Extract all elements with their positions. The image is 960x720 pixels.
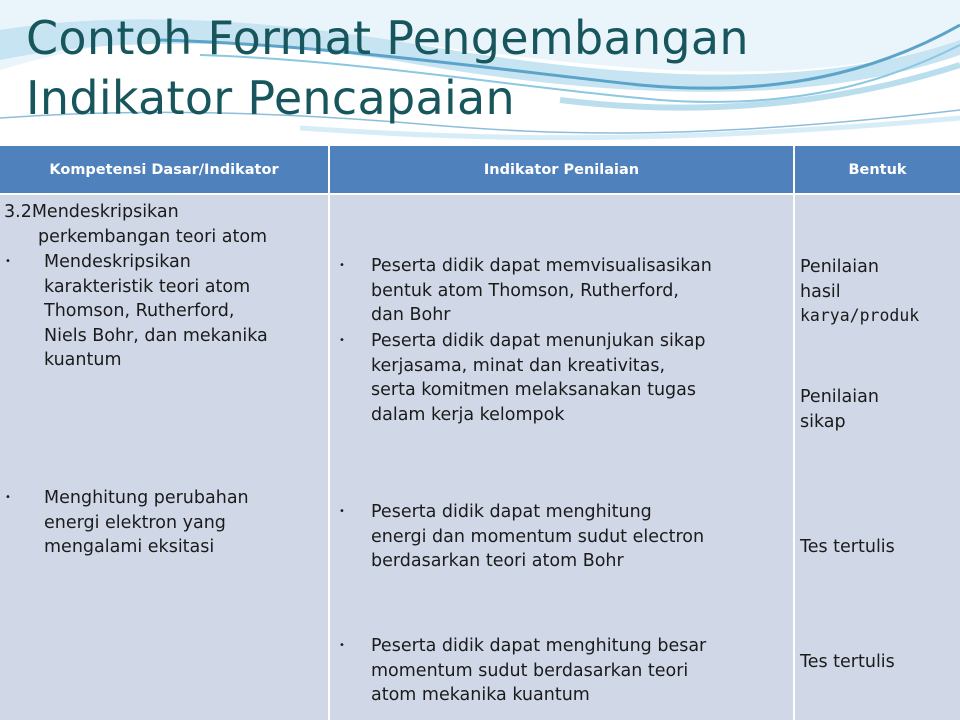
header-bentuk: Bentuk xyxy=(795,146,960,193)
slide-title xyxy=(26,8,926,128)
bullet-icon: • xyxy=(5,492,11,503)
kd-item-2-line: mengalami eksitasi xyxy=(44,537,215,557)
kd-item-1 xyxy=(44,250,268,373)
kd-item-1-line: karakteristik teori atom xyxy=(44,276,251,297)
indikator-item-2-line: dalam kerja kelompok xyxy=(371,404,565,425)
kd-item-1-line: Niels Bohr, dan mekanika xyxy=(44,325,268,346)
bentuk-item-3 xyxy=(800,535,895,560)
indikator-item-4 xyxy=(371,634,706,708)
bentuk-item-1 xyxy=(800,255,919,329)
bentuk-item-2-line: sikap xyxy=(800,411,846,432)
indikator-item-3-line: Peserta didik dapat menghitung xyxy=(371,502,652,522)
indikator-item-4-line: momentum sudut berdasarkan teori xyxy=(371,660,689,681)
bentuk-item-2-line: Penilaian xyxy=(800,387,879,407)
bentuk-item-4-line: Tes tertulis xyxy=(800,652,895,672)
bullet-icon: • xyxy=(339,506,345,517)
indikator-item-2-line: Peserta didik dapat menunjukan sikap xyxy=(371,331,706,351)
kd-line-2: perkembangan teori atom xyxy=(38,226,268,247)
kd-item-1-line: Mendeskripsikan xyxy=(44,252,191,272)
kd-item-1-line: Thomson, Rutherford, xyxy=(44,301,235,321)
indikator-item-3-line: energi dan momentum sudut electron xyxy=(371,526,705,547)
bentuk-item-4 xyxy=(800,650,895,675)
title-line-2: Indikator Pencapaian xyxy=(26,71,515,125)
kd-item-1-line: kuantum xyxy=(44,350,122,370)
indikator-item-2-line: kerjasama, minat dan kreativitas, xyxy=(371,355,666,376)
bentuk-item-1-line: karya/produk xyxy=(800,306,920,325)
bullet-icon: • xyxy=(339,335,345,346)
header-indikator: Indikator Penilaian xyxy=(330,146,793,193)
cell-indikator xyxy=(330,195,793,720)
cell-bentuk xyxy=(795,195,960,720)
indicator-table xyxy=(0,146,960,720)
bullet-icon: • xyxy=(339,640,345,651)
indikator-item-1 xyxy=(371,254,712,328)
indikator-item-1-line: bentuk atom Thomson, Rutherford, xyxy=(371,280,679,301)
bentuk-item-1-line: Penilaian xyxy=(800,257,879,277)
indikator-item-1-line: dan Bohr xyxy=(371,305,451,325)
indikator-item-4-line: atom mekanika kuantum xyxy=(371,685,590,705)
bullet-icon: • xyxy=(5,256,11,267)
bentuk-item-2 xyxy=(800,385,879,434)
indikator-item-3 xyxy=(371,500,704,574)
kd-item-2 xyxy=(44,486,249,560)
kd-item-2-line: energi elektron yang xyxy=(44,512,226,533)
bullet-icon: • xyxy=(339,260,345,271)
cell-kompetensi xyxy=(0,195,328,720)
bentuk-item-1-line: hasil xyxy=(800,281,841,302)
indikator-item-3-line: berdasarkan teori atom Bohr xyxy=(371,551,624,571)
indikator-item-2-line: serta komitmen melaksanakan tugas xyxy=(371,380,696,400)
indikator-item-2 xyxy=(371,329,706,427)
header-kompetensi: Kompetensi Dasar/Indikator xyxy=(0,146,328,193)
bentuk-item-3-line: Tes tertulis xyxy=(800,537,895,557)
indikator-item-4-line: Peserta didik dapat menghitung besar xyxy=(371,636,707,656)
indikator-item-1-line: Peserta didik dapat memvisualisasikan xyxy=(371,256,712,276)
kd-heading xyxy=(4,200,267,249)
kd-line-1: 3.2Mendeskripsikan xyxy=(4,202,179,222)
kd-item-2-line: Menghitung perubahan xyxy=(44,488,249,508)
title-line-1: Contoh Format Pengembangan xyxy=(26,11,749,65)
